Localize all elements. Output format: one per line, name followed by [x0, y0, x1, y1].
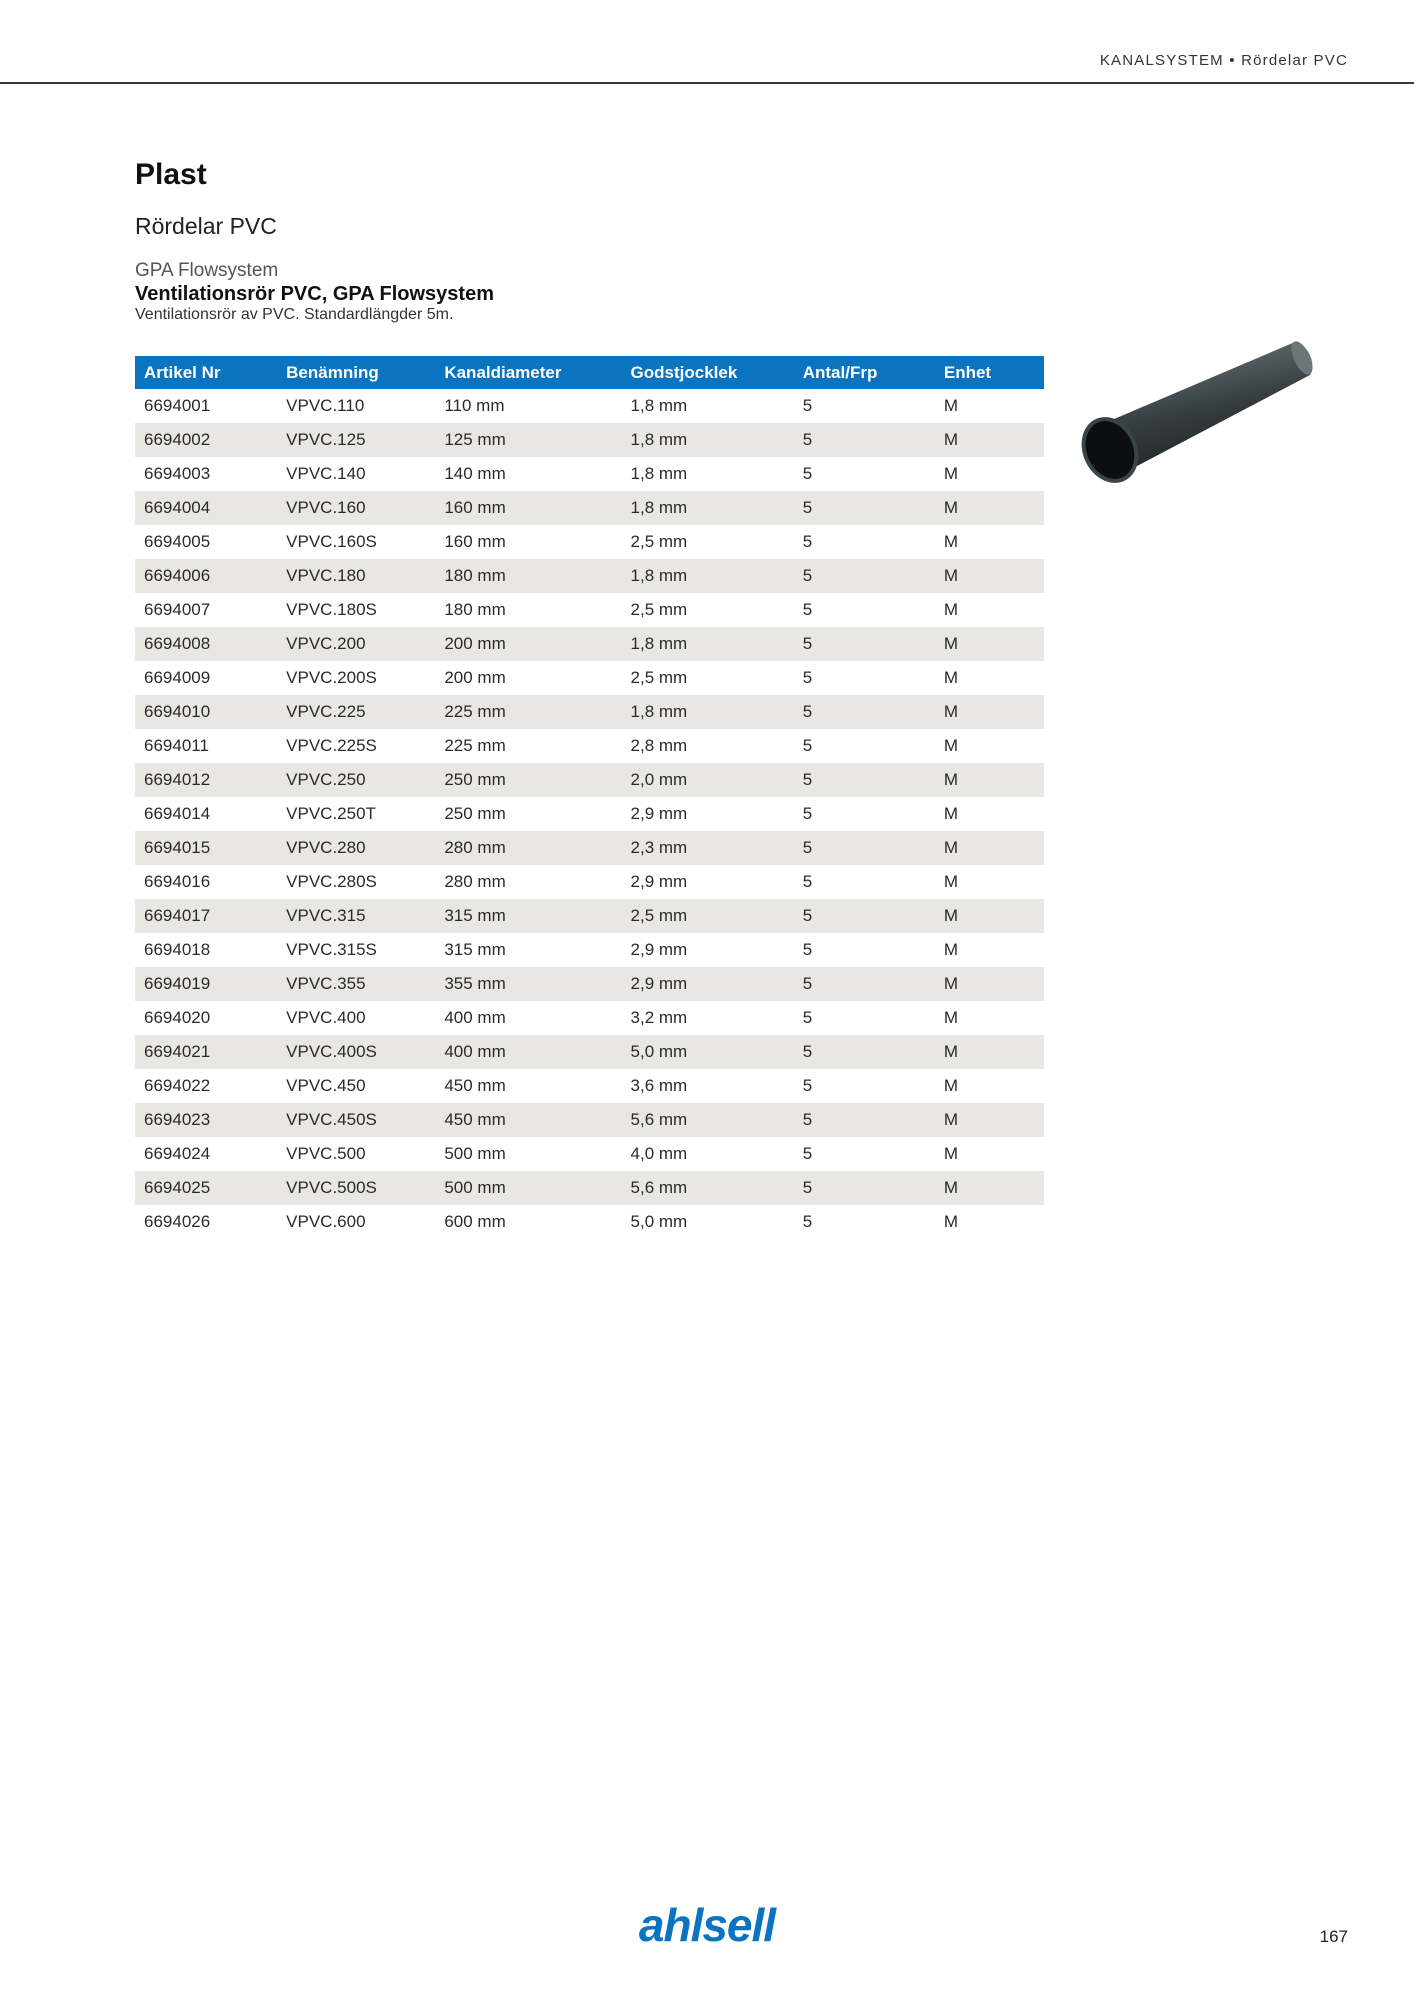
cell-artikel-nr: 6694018 — [144, 940, 211, 959]
table-row — [135, 491, 1044, 525]
cell-antal-frp: 5 — [802, 804, 813, 823]
cell-enhet: M — [935, 423, 1044, 457]
cell-enhet: M — [943, 668, 959, 687]
cell-artikel-nr: 6694006 — [135, 559, 277, 593]
cell-kanaldiameter: 450 mm — [444, 1076, 506, 1095]
cell-benamning: VPVC.160 — [277, 491, 435, 525]
cell-benamning: VPVC.355 — [277, 967, 435, 1001]
cell-artikel-nr: 6694008 — [135, 627, 277, 661]
cell-antal-frp: 5 — [802, 1008, 813, 1027]
cell-antal-frp: 5 — [802, 532, 813, 551]
table-row — [135, 1035, 1044, 1069]
cell-benamning: VPVC.600 — [286, 1212, 366, 1231]
cell-godstjocklek: 5,6 mm — [622, 1171, 794, 1205]
cell-antal-frp: 5 — [794, 831, 935, 865]
cell-godstjocklek: 2,9 mm — [630, 940, 688, 959]
cell-kanaldiameter: 250 mm — [435, 763, 621, 797]
table-row — [135, 899, 1044, 933]
table-row — [135, 593, 1044, 627]
cell-kanaldiameter: 200 mm — [444, 668, 506, 687]
cell-enhet: M — [935, 1035, 1044, 1069]
cell-enhet: M — [943, 872, 959, 891]
cell-benamning: VPVC.250 — [277, 763, 435, 797]
cell-enhet: M — [943, 1008, 959, 1027]
cell-kanaldiameter: 355 mm — [435, 967, 621, 1001]
cell-benamning: VPVC.400S — [277, 1035, 435, 1069]
cell-benamning: VPVC.200 — [277, 627, 435, 661]
table-row — [135, 389, 1044, 423]
cell-kanaldiameter: 225 mm — [444, 736, 506, 755]
cell-benamning: VPVC.280S — [286, 872, 377, 891]
cell-artikel-nr: 6694015 — [135, 831, 277, 865]
cell-enhet: M — [943, 940, 959, 959]
cell-antal-frp: 5 — [802, 736, 813, 755]
cell-antal-frp: 5 — [802, 668, 813, 687]
table-row — [135, 729, 1044, 763]
cell-enhet: M — [935, 627, 1044, 661]
table-row — [135, 1171, 1044, 1205]
cell-kanaldiameter: 500 mm — [444, 1144, 506, 1163]
table-row — [135, 797, 1044, 831]
cell-antal-frp: 5 — [794, 1171, 935, 1205]
column-header-benamning: Benämning — [277, 356, 435, 389]
cell-antal-frp: 5 — [794, 491, 935, 525]
cell-godstjocklek: 1,8 mm — [630, 464, 688, 483]
cell-artikel-nr: 6694004 — [135, 491, 277, 525]
page-title: Plast — [135, 158, 207, 191]
cell-benamning: VPVC.160S — [286, 532, 377, 551]
column-header-kanaldiameter: Kanaldiameter — [435, 356, 621, 389]
column-header-godstjocklek: Godstjocklek — [622, 356, 794, 389]
cell-godstjocklek: 2,8 mm — [630, 736, 688, 755]
cell-antal-frp: 5 — [802, 1076, 813, 1095]
cell-enhet: M — [943, 532, 959, 551]
cell-godstjocklek: 2,9 mm — [630, 804, 688, 823]
table-row — [135, 1137, 1044, 1171]
cell-artikel-nr: 6694023 — [135, 1103, 277, 1137]
cell-antal-frp: 5 — [794, 967, 935, 1001]
pvc-pipe-image — [1070, 330, 1320, 500]
cell-kanaldiameter: 500 mm — [435, 1171, 621, 1205]
cell-godstjocklek: 1,8 mm — [630, 396, 688, 415]
table-body — [135, 389, 1044, 1239]
cell-kanaldiameter: 160 mm — [444, 532, 506, 551]
cell-godstjocklek: 4,0 mm — [630, 1144, 688, 1163]
cell-godstjocklek: 2,5 mm — [630, 532, 688, 551]
table-row — [135, 1103, 1044, 1137]
cell-enhet: M — [943, 1076, 959, 1095]
cell-enhet: M — [943, 396, 959, 415]
cell-enhet: M — [935, 831, 1044, 865]
cell-godstjocklek: 2,9 mm — [630, 872, 688, 891]
cell-artikel-nr: 6694003 — [144, 464, 211, 483]
cell-artikel-nr: 6694022 — [144, 1076, 211, 1095]
cell-benamning: VPVC.400 — [286, 1008, 366, 1027]
cell-enhet: M — [943, 1212, 959, 1231]
page-subtitle: Rördelar PVC — [135, 213, 277, 239]
cell-artikel-nr: 6694002 — [135, 423, 277, 457]
product-table — [135, 356, 1044, 1239]
cell-artikel-nr: 6694001 — [144, 396, 211, 415]
page-number: 167 — [1319, 1927, 1348, 1946]
cell-antal-frp: 5 — [794, 899, 935, 933]
cell-enhet: M — [935, 1103, 1044, 1137]
cell-antal-frp: 5 — [794, 1035, 935, 1069]
cell-benamning: VPVC.110 — [286, 396, 365, 415]
table-row — [135, 627, 1044, 661]
cell-kanaldiameter: 315 mm — [435, 899, 621, 933]
cell-benamning: VPVC.315S — [286, 940, 377, 959]
cell-kanaldiameter: 140 mm — [444, 464, 506, 483]
cell-godstjocklek: 2,5 mm — [630, 668, 688, 687]
table-row — [135, 1069, 1044, 1103]
cell-kanaldiameter: 400 mm — [435, 1035, 621, 1069]
cell-kanaldiameter: 450 mm — [435, 1103, 621, 1137]
cell-antal-frp: 5 — [794, 695, 935, 729]
cell-enhet: M — [935, 899, 1044, 933]
cell-benamning: VPVC.125 — [277, 423, 435, 457]
cell-artikel-nr: 6694007 — [144, 600, 211, 619]
cell-artikel-nr: 6694020 — [144, 1008, 211, 1027]
cell-antal-frp: 5 — [794, 1103, 935, 1137]
cell-benamning: VPVC.180S — [286, 600, 377, 619]
cell-kanaldiameter: 280 mm — [435, 831, 621, 865]
cell-artikel-nr: 6694024 — [144, 1144, 211, 1163]
cell-benamning: VPVC.225S — [286, 736, 377, 755]
table-row — [135, 967, 1044, 1001]
cell-artikel-nr: 6694012 — [135, 763, 277, 797]
product-title: Ventilationsrör PVC, GPA Flowsystem — [135, 283, 494, 305]
cell-kanaldiameter: 125 mm — [435, 423, 621, 457]
supplier-name: GPA Flowsystem — [135, 260, 279, 281]
column-header-artikel-nr: Artikel Nr — [135, 356, 277, 389]
cell-benamning: VPVC.500 — [286, 1144, 366, 1163]
table-row — [135, 695, 1044, 729]
table-row — [135, 661, 1044, 695]
cell-godstjocklek: 1,8 mm — [622, 491, 794, 525]
table-row — [135, 865, 1044, 899]
cell-godstjocklek: 5,0 mm — [630, 1212, 688, 1231]
cell-kanaldiameter: 250 mm — [444, 804, 506, 823]
cell-antal-frp: 5 — [802, 1144, 813, 1163]
ahlsell-logo: ahlsell — [638, 1899, 776, 1951]
cell-godstjocklek: 3,6 mm — [630, 1076, 688, 1095]
cell-artikel-nr: 6694021 — [135, 1035, 277, 1069]
cell-antal-frp: 5 — [802, 600, 813, 619]
cell-artikel-nr: 6694014 — [144, 804, 211, 823]
table-row — [135, 763, 1044, 797]
cell-godstjocklek: 2,5 mm — [630, 600, 688, 619]
column-header-antal-frp: Antal/Frp — [794, 356, 935, 389]
cell-enhet: M — [943, 736, 959, 755]
cell-godstjocklek: 1,8 mm — [622, 695, 794, 729]
table-row — [135, 559, 1044, 593]
table-header-row — [135, 356, 1044, 389]
cell-artikel-nr: 6694010 — [135, 695, 277, 729]
cell-artikel-nr: 6694005 — [144, 532, 211, 551]
table-row — [135, 933, 1044, 967]
product-description: Ventilationsrör av PVC. Standardlängder 5m. — [135, 306, 454, 323]
cell-antal-frp: 5 — [802, 396, 813, 415]
table-row — [135, 525, 1044, 559]
cell-benamning: VPVC.200S — [286, 668, 377, 687]
section-label: KANALSYSTEM • Rördelar PVC — [1099, 52, 1348, 69]
cell-kanaldiameter: 600 mm — [444, 1212, 506, 1231]
cell-artikel-nr: 6694025 — [135, 1171, 277, 1205]
cell-godstjocklek: 3,2 mm — [630, 1008, 688, 1027]
cell-kanaldiameter: 315 mm — [444, 940, 506, 959]
cell-kanaldiameter: 280 mm — [444, 872, 506, 891]
table-row — [135, 1205, 1044, 1239]
cell-antal-frp: 5 — [794, 763, 935, 797]
cell-benamning: VPVC.280 — [277, 831, 435, 865]
cell-benamning: VPVC.250T — [286, 804, 376, 823]
cell-godstjocklek: 2,9 mm — [622, 967, 794, 1001]
cell-kanaldiameter: 180 mm — [444, 600, 506, 619]
cell-benamning: VPVC.500S — [277, 1171, 435, 1205]
cell-godstjocklek: 2,3 mm — [622, 831, 794, 865]
cell-enhet: M — [935, 763, 1044, 797]
cell-antal-frp: 5 — [794, 423, 935, 457]
cell-antal-frp: 5 — [802, 940, 813, 959]
cell-artikel-nr: 6694019 — [135, 967, 277, 1001]
cell-antal-frp: 5 — [802, 1212, 813, 1231]
cell-enhet: M — [943, 464, 959, 483]
cell-antal-frp: 5 — [794, 559, 935, 593]
cell-benamning: VPVC.225 — [277, 695, 435, 729]
cell-godstjocklek: 1,8 mm — [622, 627, 794, 661]
cell-enhet: M — [943, 1144, 959, 1163]
cell-enhet: M — [935, 559, 1044, 593]
cell-godstjocklek: 2,5 mm — [622, 899, 794, 933]
cell-benamning: VPVC.450 — [286, 1076, 366, 1095]
cell-artikel-nr: 6694009 — [144, 668, 211, 687]
cell-enhet: M — [935, 695, 1044, 729]
cell-kanaldiameter: 200 mm — [435, 627, 621, 661]
table-row — [135, 423, 1044, 457]
cell-kanaldiameter: 160 mm — [435, 491, 621, 525]
cell-benamning: VPVC.315 — [277, 899, 435, 933]
cell-artikel-nr: 6694026 — [144, 1212, 211, 1231]
cell-godstjocklek: 2,0 mm — [622, 763, 794, 797]
cell-antal-frp: 5 — [802, 464, 813, 483]
cell-antal-frp: 5 — [802, 872, 813, 891]
cell-enhet: M — [943, 804, 959, 823]
cell-enhet: M — [935, 1171, 1044, 1205]
cell-artikel-nr: 6694011 — [144, 736, 209, 755]
cell-enhet: M — [943, 600, 959, 619]
page-header — [0, 0, 1414, 84]
cell-godstjocklek: 1,8 mm — [622, 423, 794, 457]
cell-benamning: VPVC.140 — [286, 464, 366, 483]
table-row — [135, 457, 1044, 491]
table-row — [135, 831, 1044, 865]
cell-kanaldiameter: 225 mm — [435, 695, 621, 729]
column-header-enhet: Enhet — [935, 356, 1044, 389]
cell-artikel-nr: 6694017 — [135, 899, 277, 933]
cell-godstjocklek: 5,6 mm — [622, 1103, 794, 1137]
cell-antal-frp: 5 — [794, 627, 935, 661]
cell-artikel-nr: 6694016 — [144, 872, 211, 891]
cell-godstjocklek: 1,8 mm — [622, 559, 794, 593]
cell-enhet: M — [935, 491, 1044, 525]
cell-benamning: VPVC.450S — [277, 1103, 435, 1137]
cell-kanaldiameter: 180 mm — [435, 559, 621, 593]
cell-benamning: VPVC.180 — [277, 559, 435, 593]
cell-enhet: M — [935, 967, 1044, 1001]
cell-kanaldiameter: 400 mm — [444, 1008, 506, 1027]
table-row — [135, 1001, 1044, 1035]
cell-kanaldiameter: 110 mm — [444, 396, 505, 415]
cell-godstjocklek: 5,0 mm — [622, 1035, 794, 1069]
